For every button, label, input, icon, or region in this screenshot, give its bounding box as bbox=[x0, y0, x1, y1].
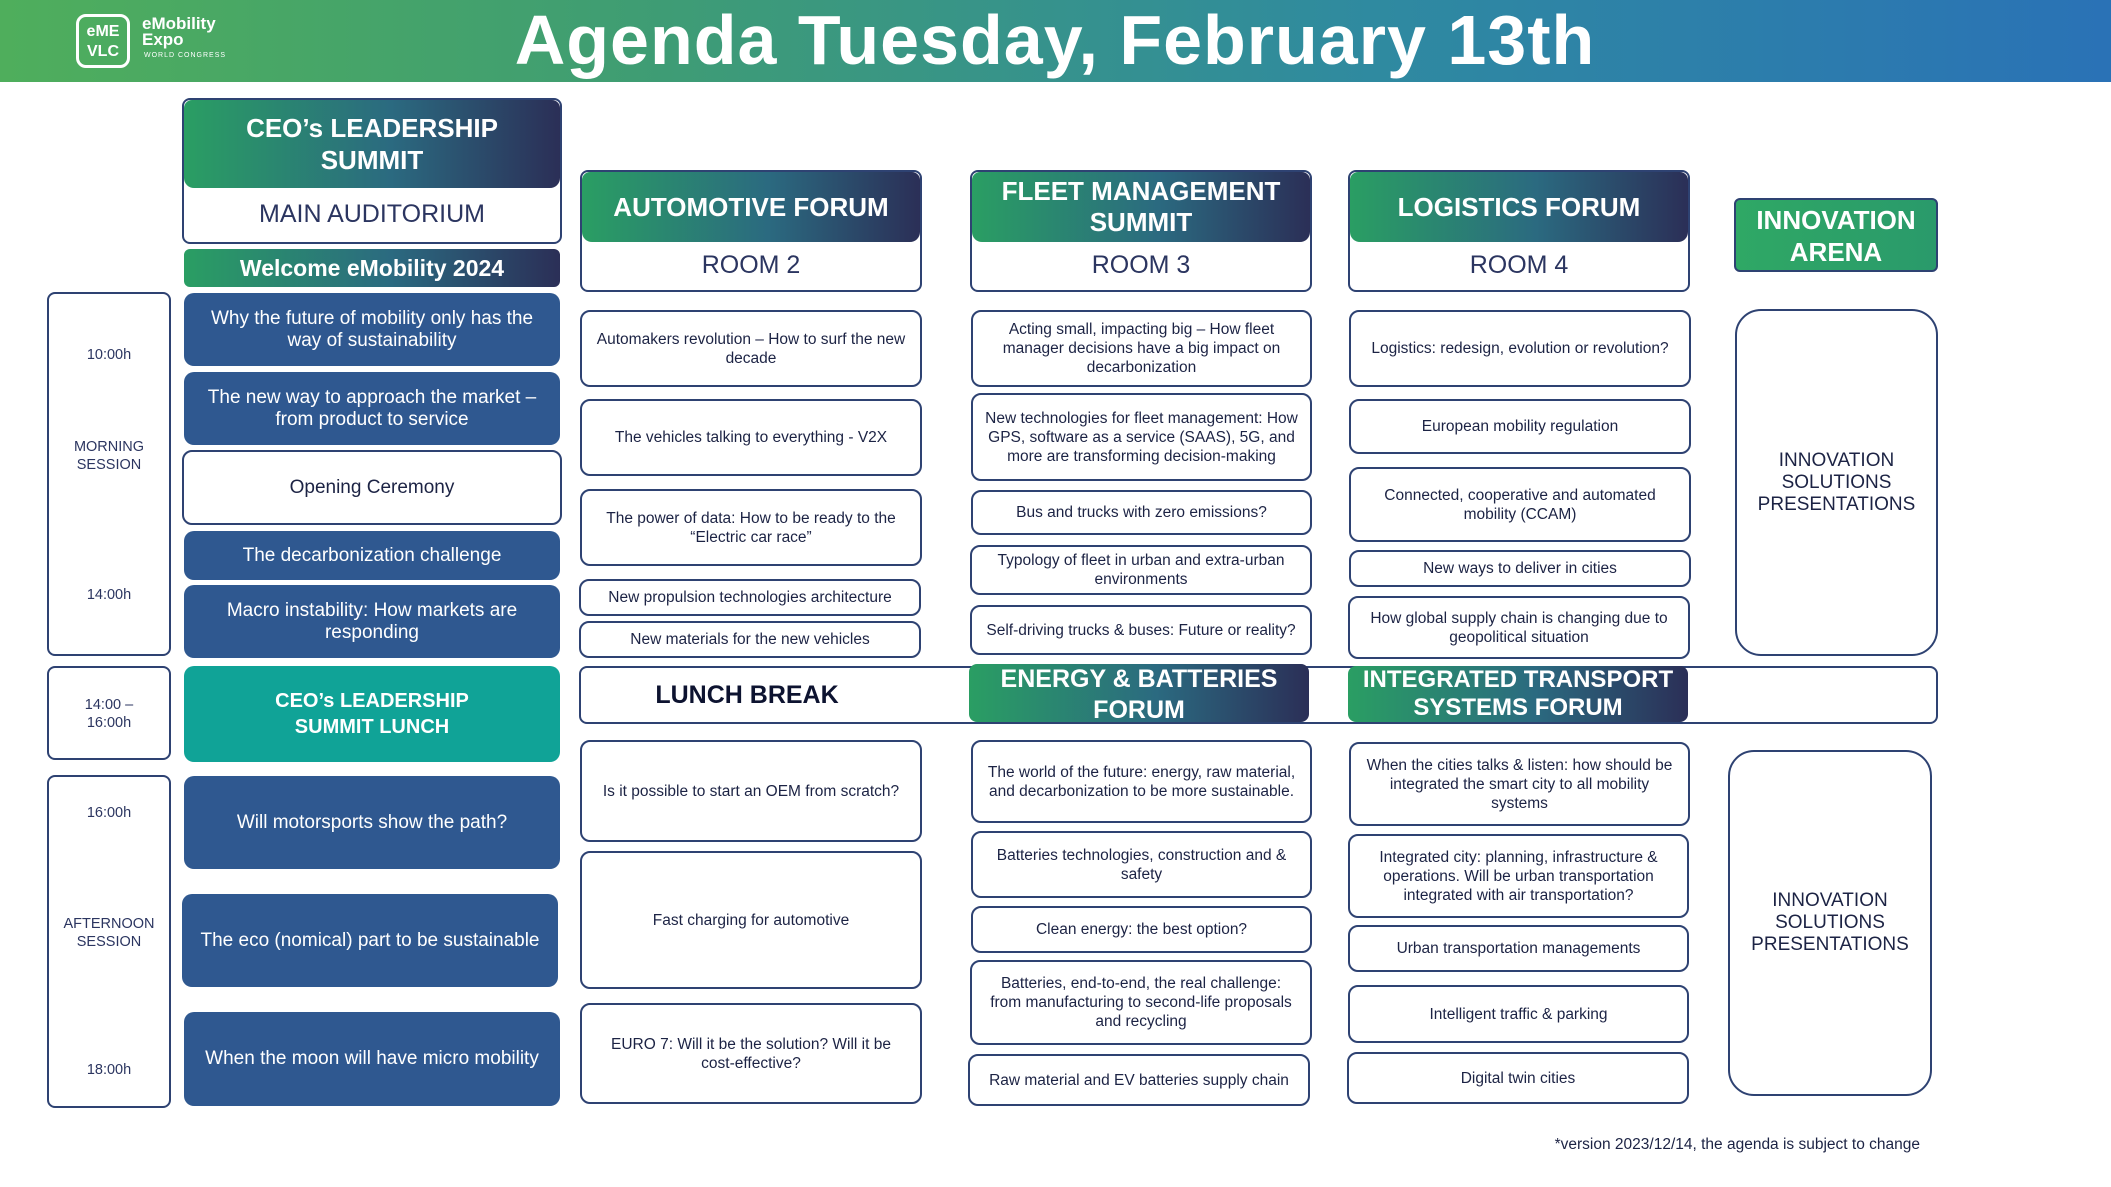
fleet-session: Self-driving trucks & buses: Future or reality? bbox=[970, 605, 1312, 655]
time-10h: 10:00h bbox=[86, 347, 132, 363]
integrated-session: Intelligent traffic & parking bbox=[1348, 985, 1689, 1043]
ceo-session: The eco (nomical) part to be sustainable bbox=[182, 894, 558, 987]
energy-session: Raw material and EV batteries supply chain bbox=[968, 1054, 1310, 1106]
logo-text: eMobility Expo bbox=[142, 14, 216, 49]
afternoon-session-label: AFTERNOON SESSION bbox=[63, 916, 155, 950]
opening-ceremony: Opening Ceremony bbox=[182, 450, 562, 525]
afternoon-time-box bbox=[47, 775, 171, 1108]
logistics-forum-room: ROOM 4 bbox=[1469, 250, 1569, 279]
fleet-summit-room: ROOM 3 bbox=[1091, 250, 1191, 279]
fleet-summit-title: FLEET MANAGEMENT SUMMIT bbox=[972, 172, 1310, 242]
energy-session: Batteries technologies, construction and & safety bbox=[971, 831, 1312, 898]
eme-vlc-logo: eME VLC bbox=[76, 14, 130, 68]
energy-session: Clean energy: the best option? bbox=[971, 906, 1312, 953]
integrated-session: When the cities talks & listen: how should be integrated the smart city to all mobility systems bbox=[1349, 742, 1690, 826]
ceo-session: The new way to approach the market – from product to service bbox=[184, 372, 560, 445]
ceo-session: When the moon will have micro mobility bbox=[184, 1012, 560, 1106]
integrated-session: Digital twin cities bbox=[1347, 1052, 1689, 1104]
logistics-forum-panel bbox=[1348, 170, 1690, 292]
innovation-afternoon-block: INNOVATION SOLUTIONS PRESENTATIONS bbox=[1728, 750, 1932, 1096]
lunch-time-box bbox=[47, 666, 171, 760]
time-14h: 14:00h bbox=[86, 587, 132, 603]
lunch-break-label: LUNCH BREAK bbox=[655, 681, 839, 709]
ceo-session: Will motorsports show the path? bbox=[184, 776, 560, 869]
fleet-session: Bus and trucks with zero emissions? bbox=[971, 490, 1312, 535]
logistics-session: European mobility regulation bbox=[1349, 399, 1691, 454]
fleet-session: New technologies for fleet management: How GPS, software as a service (SAAS), 5G, and more are transforming decision-making bbox=[971, 393, 1312, 481]
ceo-lunch: CEO’s LEADERSHIP SUMMIT LUNCH bbox=[184, 666, 560, 762]
logistics-forum-title: LOGISTICS FORUM bbox=[1350, 172, 1688, 242]
automotive-session: New propulsion technologies architecture bbox=[579, 579, 921, 616]
ceo-session: Macro instability: How markets are responding bbox=[184, 585, 560, 658]
automotive-session: Automakers revolution – How to surf the new decade bbox=[580, 310, 922, 387]
version-footnote: *version 2023/12/14, the agenda is subject to change bbox=[1554, 1136, 1920, 1153]
automotive-forum-panel bbox=[580, 170, 922, 292]
ceo-summit-panel bbox=[182, 98, 562, 244]
integrated-forum-title: INTEGRATED TRANSPORT SYSTEMS FORUM bbox=[1348, 666, 1688, 722]
automotive-session: New materials for the new vehicles bbox=[579, 621, 921, 658]
ceo-session: Why the future of mobility only has the way of sustainability bbox=[184, 293, 560, 366]
header-banner bbox=[0, 0, 2111, 82]
energy-session: Batteries, end-to-end, the real challenge: from manufacturing to second-life proposals and recycling bbox=[970, 960, 1312, 1045]
automotive-session: The vehicles talking to everything - V2X bbox=[580, 399, 922, 476]
fleet-session: Typology of fleet in urban and extra-urban environments bbox=[970, 545, 1312, 595]
ceo-summit-room: MAIN AUDITORIUM bbox=[259, 199, 485, 228]
fleet-session: Acting small, impacting big – How fleet manager decisions have a big impact on decarbonization bbox=[971, 310, 1312, 387]
time-16h: 16:00h bbox=[86, 805, 132, 821]
innovation-arena-title: INNOVATION ARENA bbox=[1734, 198, 1938, 272]
energy-forum-title: ENERGY & BATTERIES FORUM bbox=[969, 664, 1309, 722]
automotive-session: Is it possible to start an OEM from scratch? bbox=[580, 740, 922, 842]
logistics-session: Logistics: redesign, evolution or revolution? bbox=[1349, 310, 1691, 387]
ceo-session: The decarbonization challenge bbox=[184, 531, 560, 580]
automotive-forum-title: AUTOMOTIVE FORUM bbox=[582, 172, 920, 242]
automotive-session: Fast charging for automotive bbox=[580, 851, 922, 989]
logistics-session: Connected, cooperative and automated mobility (CCAM) bbox=[1349, 467, 1691, 542]
page-title: Agenda Tuesday, February 13th bbox=[514, 1, 1596, 79]
welcome-banner: Welcome eMobility 2024 bbox=[184, 249, 560, 287]
ceo-summit-title: CEO’s LEADERSHIP SUMMIT bbox=[184, 100, 560, 188]
integrated-session: Integrated city: planning, infrastructure & operations. Will be urban transportation integrated with air transportation? bbox=[1348, 834, 1689, 918]
time-18h: 18:00h bbox=[86, 1062, 132, 1078]
lunch-time-label: 14:00 – 16:00h bbox=[84, 697, 134, 731]
energy-session: The world of the future: energy, raw material, and decarbonization to be more sustainable. bbox=[971, 740, 1312, 823]
automotive-session: EURO 7: Will it be the solution? Will it be cost-effective? bbox=[580, 1003, 922, 1104]
morning-session-label: MORNING SESSION bbox=[73, 439, 145, 473]
morning-time-box bbox=[47, 292, 171, 656]
innovation-morning-block: INNOVATION SOLUTIONS PRESENTATIONS bbox=[1735, 309, 1938, 656]
integrated-session: Urban transportation managements bbox=[1348, 925, 1689, 972]
automotive-forum-room: ROOM 2 bbox=[701, 250, 801, 279]
logo-subtitle: WORLD CONGRESS bbox=[144, 52, 227, 59]
fleet-summit-panel bbox=[970, 170, 1312, 292]
automotive-session: The power of data: How to be ready to the “Electric car race” bbox=[580, 489, 922, 566]
logistics-session: New ways to deliver in cities bbox=[1349, 550, 1691, 587]
logistics-session: How global supply chain is changing due to geopolitical situation bbox=[1348, 596, 1690, 659]
